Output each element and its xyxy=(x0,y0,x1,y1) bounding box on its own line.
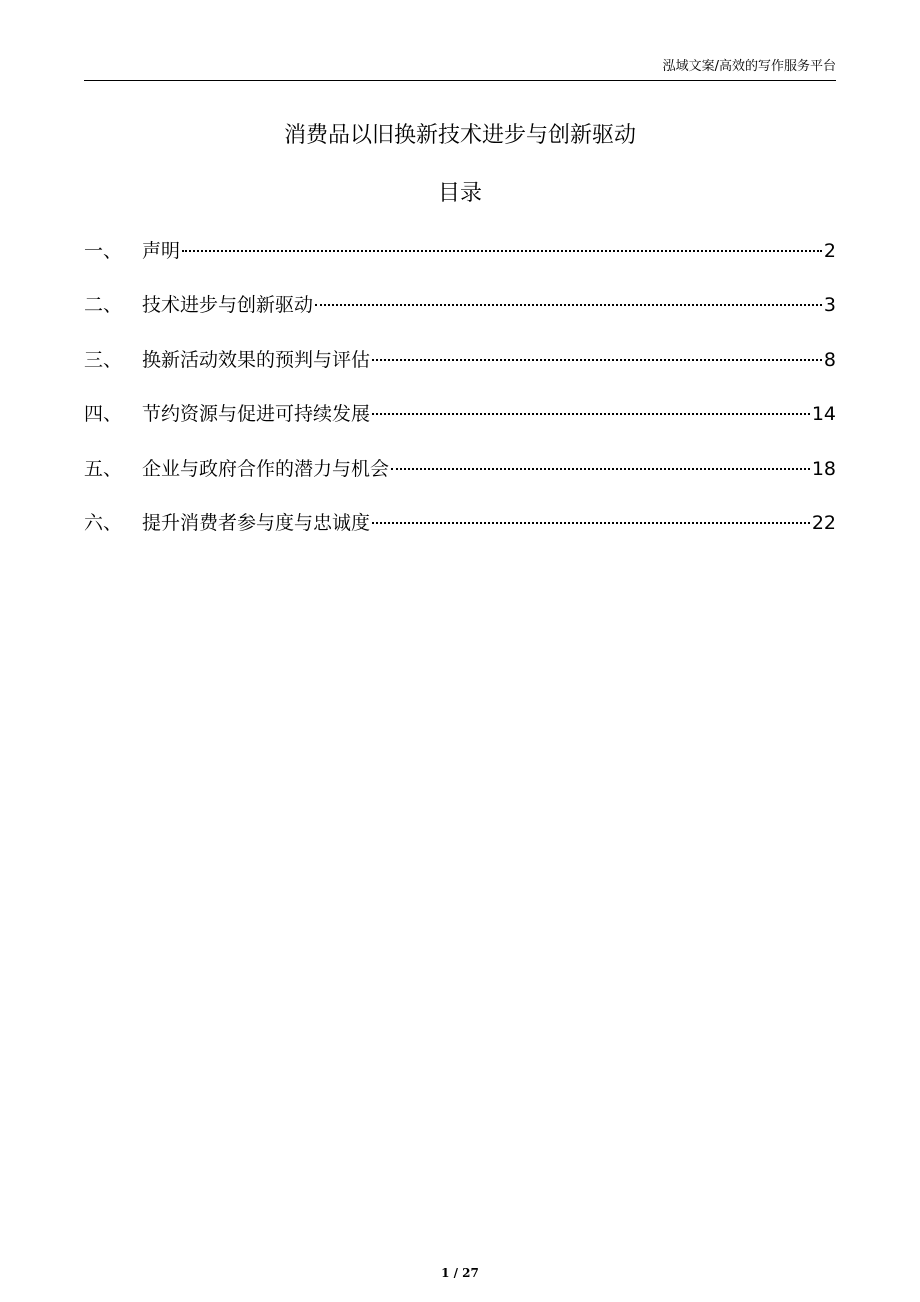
header-brand-text: 泓域文案/高效的写作服务平台 xyxy=(662,59,836,74)
toc-entry[interactable] xyxy=(84,288,836,342)
toc-entry-page: 18 xyxy=(811,457,836,480)
toc-entry[interactable] xyxy=(84,397,836,451)
toc-entry-title: 节约资源与促进可持续发展 xyxy=(142,403,371,426)
toc-entry-page: 14 xyxy=(811,403,836,426)
toc-entry-page: 2 xyxy=(823,240,836,262)
document-title: 消费品以旧换新技术进步与创新驱动 xyxy=(283,123,636,148)
toc-entry[interactable] xyxy=(84,234,836,288)
toc-entry-number: 六、 xyxy=(84,511,123,534)
toc-entry-title: 技术进步与创新驱动 xyxy=(142,294,314,317)
toc-entry-title: 提升消费者参与度与忠诚度 xyxy=(142,511,371,534)
toc-entry[interactable] xyxy=(84,506,836,560)
toc-entry[interactable] xyxy=(84,343,836,397)
toc-dot-leader xyxy=(372,413,810,415)
header-divider xyxy=(84,80,836,81)
toc-dot-leader xyxy=(182,250,822,252)
toc-dot-leader xyxy=(372,522,810,524)
toc-dot-leader xyxy=(391,468,810,470)
toc-dot-leader xyxy=(372,359,822,361)
toc-entry-number: 三、 xyxy=(84,348,123,371)
toc-entry-number: 四、 xyxy=(84,403,123,426)
toc-entry[interactable] xyxy=(84,452,836,506)
toc-entry-number: 五、 xyxy=(84,457,123,480)
toc-heading: 目录 xyxy=(437,181,482,206)
toc-entry-title: 企业与政府合作的潜力与机会 xyxy=(142,457,390,480)
toc-entry-page: 8 xyxy=(823,348,836,371)
table-of-contents xyxy=(84,234,836,560)
toc-entry-number: 二、 xyxy=(84,294,123,317)
toc-entry-page: 22 xyxy=(811,511,836,534)
toc-entry-number: 一、 xyxy=(84,240,123,262)
toc-entry-title: 声明 xyxy=(142,240,181,262)
toc-dot-leader xyxy=(315,304,822,306)
toc-entry-page: 3 xyxy=(823,294,836,317)
toc-entry-title: 换新活动效果的预判与评估 xyxy=(142,348,371,371)
page-number-indicator: 1 / 27 xyxy=(441,1266,479,1280)
